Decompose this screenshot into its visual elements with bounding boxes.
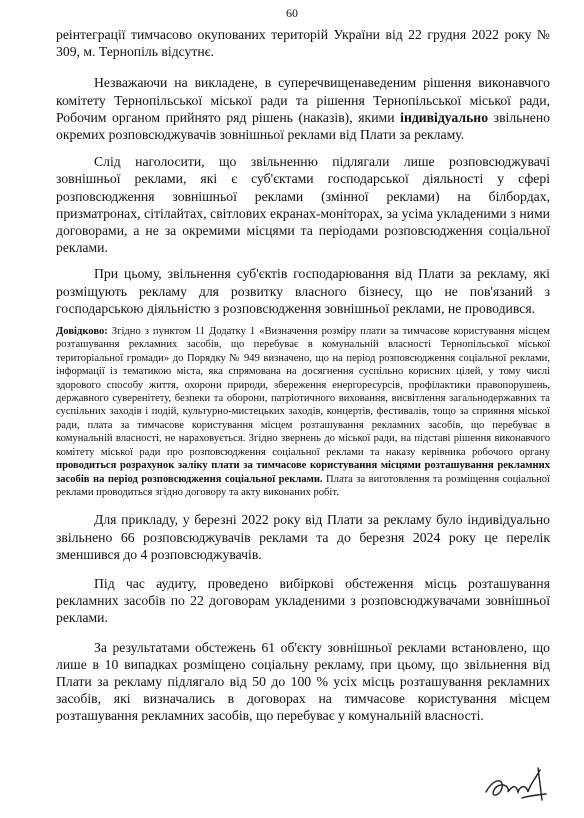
paragraph-survey-results: За результатами обстежень 61 об'єкту зовнішньої реклами встановлено, що лише в 10 випадках розміщено соціальну рекламу, при цьому, що звільнення від Плати за рекламу підлягало від 50 до 100 % усіх місць розташування рекламних засобів, які визначались в договорах на тимчасове користування місцем розташування рекламних засобів, що перебуває у комунальній власності. [56, 639, 550, 724]
reference-note [56, 325, 550, 499]
paragraph-text: звільнено окремих розповсюджувачів зовнішньої реклами від Плати за рекламу. [56, 109, 550, 143]
page-number: 60 [286, 6, 298, 20]
paragraph-exemption-scope: Слід наголосити, що звільненню підлягали лише розповсюджувачі зовнішньої реклами, які є суб'єктами господарської діяльності у сфері розповсюдження зовнішньої реклами (змінної реклами) на білбордах, призматронах, сітілайтах, світлових екранах-моніторах, за усіма укладеними з ними договорами, а не за окремими місцями та періодами розповсюдження соціальної реклами. [56, 154, 550, 256]
document-body [56, 26, 550, 725]
bold-emphasis: індивідуально [400, 109, 489, 125]
reference-bold-text: проводиться розрахунок заліку плати за тимчасове користування місцями розташування рекламних засобів на період розповсюдження соціальної реклами. [56, 460, 550, 485]
paragraph-text: Незважаючи на викладене, в суперечвищенаведеним рішення виконавчого комітету Тернопільської міської ради та рішення Тернопільської міської ради, Робочим органом прийнято ряд рішень (наказів), якими [56, 75, 550, 125]
reference-text: Згідно з пунктом 11 Додатку 1 «Визначення розміру плати за тимчасове користування місцем розташування рекламних засобів, що перебуває в комунальній власності Тернопільської міської територіальної громади» до Порядку № 949 визначено, що на період розповсюдження соціальної реклами, інформації із тематикою міста, яка спрямована на досягнення суспільно корисних цілей, у тому числі здорового способу життя, охорони природи, збереження енергоресурсів, профілактики правопорушень, державного суверенітету, безпеки та оборони, патріотичного виховання, висвітлення загальнодержавних та суспільних заходів і подій, культурно-мистецьких заходів, концертів, фестивалів, тощо за сприяння міської ради, плата за тимчасове користування місцем розташування рекламних засобів, що перебуває в комунальній власності, не нараховується. Згідно звернень до міської ради, на підставі рішення виконавчого комітету міської ради про розповсюдження соціальної реклами та наказу керівника робочого органу [56, 326, 550, 458]
paragraph-exemption-decisions [56, 74, 550, 143]
reference-text: Плата за виготовлення та розміщення соціальної реклами проводиться згідно договору та акту виконаних робіт. [56, 473, 551, 498]
handwritten-signature [482, 762, 552, 804]
paragraph-continuation: реінтеграції тимчасово окупованих територій України від 22 грудня 2022 року № 309, м. Тернопіль відсутнє. [56, 27, 550, 60]
paragraph-example: Для прикладу, у березні 2022 року від Плати за рекламу було індивідуально звільнено 66 розповсюджувачів реклами та до березня 2024 року це перелік зменшився до 4 розповсюджувачів. [56, 512, 550, 562]
paragraph-business-exemption: При цьому, звільнення суб'єктів господарювання від Плати за рекламу, які розміщують рекламу для розвитку власного бізнесу, що не пов'язаний з господарською діяльністю з розповсюдження зовнішньої реклами, не проводився. [56, 266, 550, 316]
reference-label: Довідково: [56, 326, 108, 338]
paragraph-audit: Під час аудиту, проведено вибіркові обстеження місць розташування рекламних засобів по 22 договорам укладеними з розповсюджувачами зовнішньої реклами. [56, 575, 550, 626]
